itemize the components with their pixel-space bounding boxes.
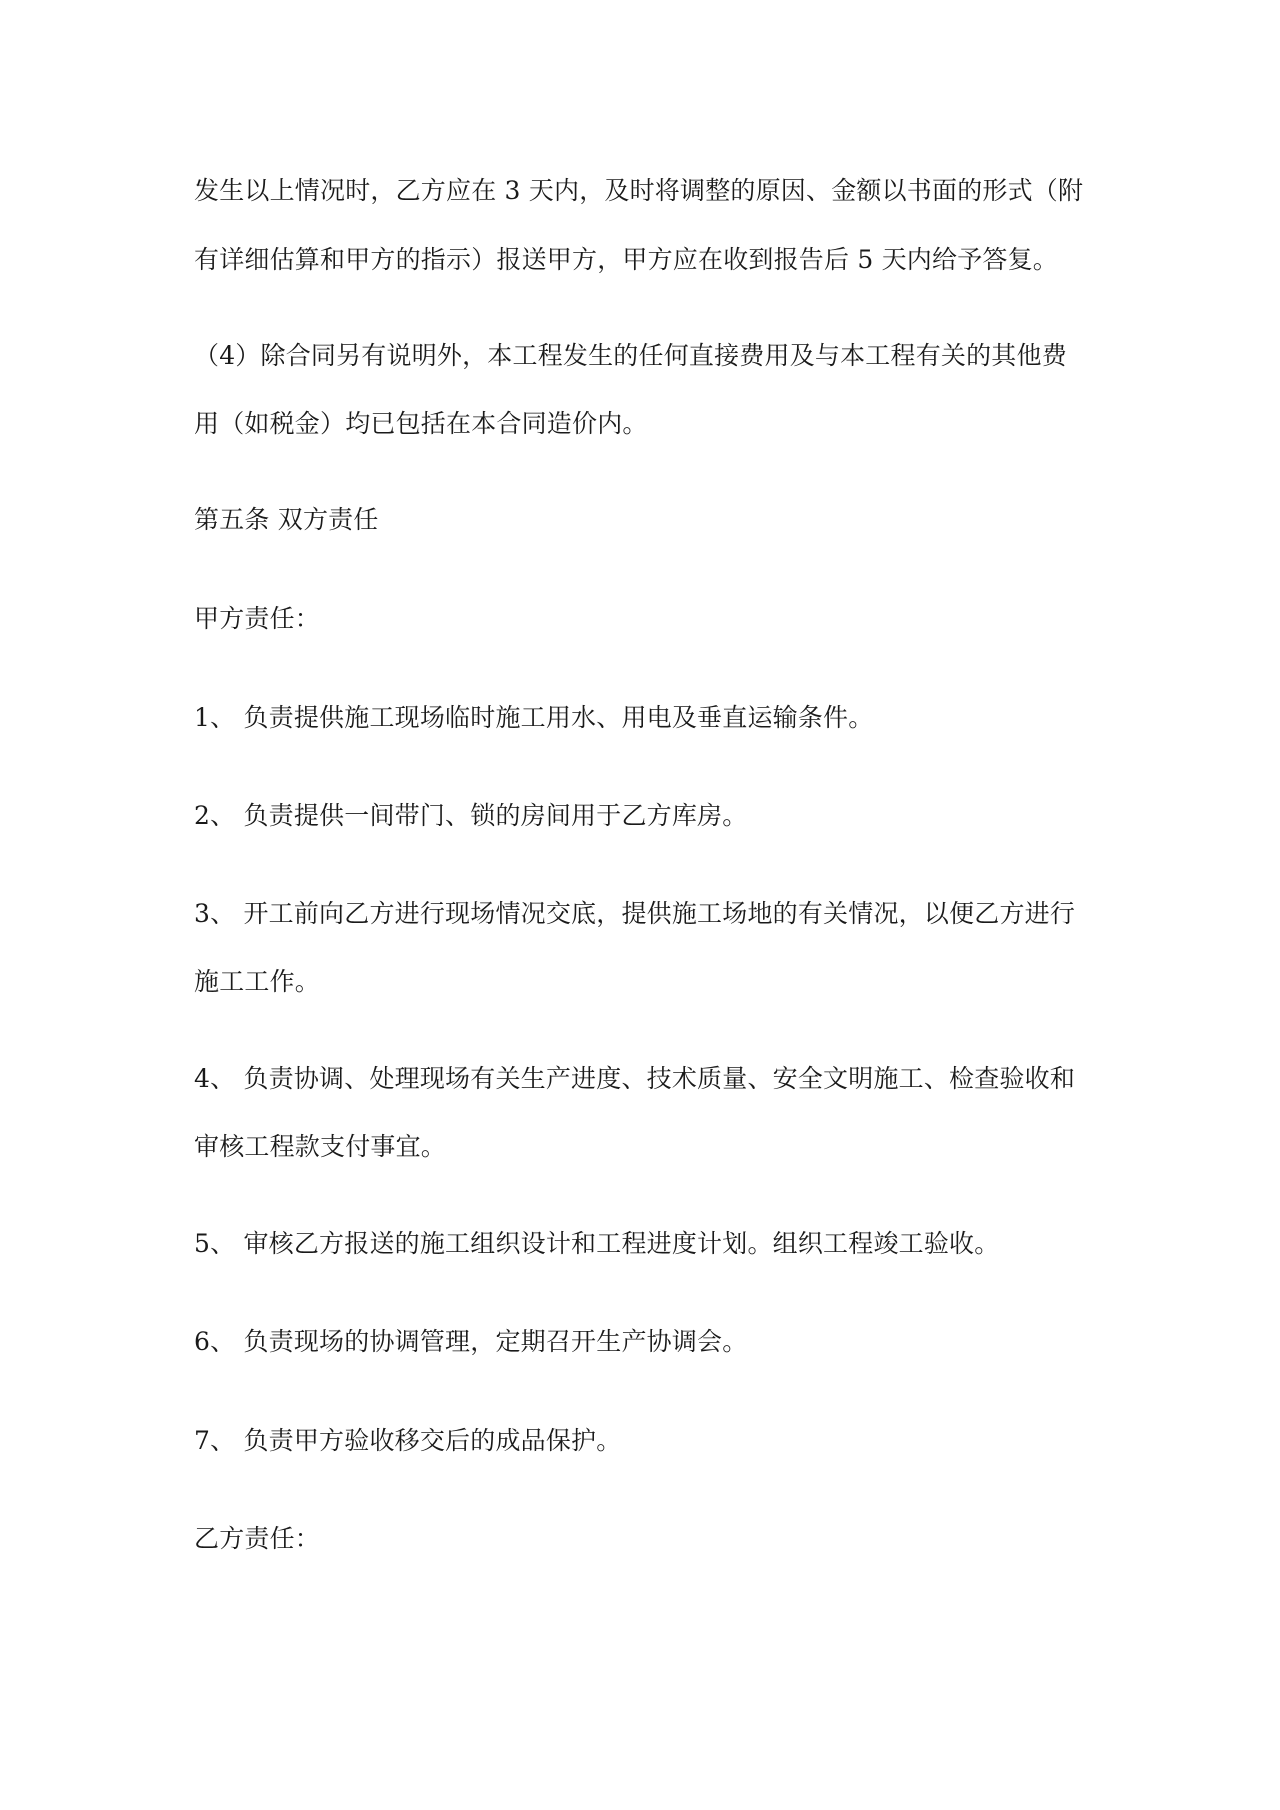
paragraph-clause-4-line-2: 用（如税金）均已包括在本合同造价内。 — [194, 409, 648, 438]
party-b-heading: 乙方责任： — [194, 1524, 321, 1553]
party-a-item-6: 6、 负责现场的协调管理，定期召开生产协调会。 — [194, 1327, 748, 1356]
party-a-heading: 甲方责任： — [194, 604, 321, 633]
paragraph-adjustment-line-1: 发生以上情况时，乙方应在 3 天内，及时将调整的原因、金额以书面的形式（附 — [194, 176, 1084, 205]
paragraph-clause-4-line-1: （4）除合同另有说明外，本工程发生的任何直接费用及与本工程有关的其他费 — [194, 341, 1067, 370]
party-a-item-4-line-1: 4、 负责协调、处理现场有关生产进度、技术质量、安全文明施工、检查验收和 — [194, 1064, 1076, 1093]
party-a-item-1: 1、 负责提供施工现场临时施工用水、用电及垂直运输条件。 — [194, 703, 874, 732]
paragraph-adjustment-line-2: 有详细估算和甲方的指示）报送甲方，甲方应在收到报告后 5 天内给予答复。 — [194, 245, 1059, 274]
party-a-item-3-line-2: 施工工作。 — [194, 967, 321, 996]
section-heading-article-5: 第五条 双方责任 — [194, 505, 379, 534]
party-a-item-2: 2、 负责提供一间带门、锁的房间用于乙方库房。 — [194, 801, 748, 830]
party-a-item-4-line-2: 审核工程款支付事宜。 — [194, 1132, 447, 1161]
party-a-item-7: 7、 负责甲方验收移交后的成品保护。 — [194, 1426, 622, 1455]
party-a-item-3-line-1: 3、 开工前向乙方进行现场情况交底，提供施工场地的有关情况，以便乙方进行 — [194, 899, 1076, 928]
party-a-item-5: 5、 审核乙方报送的施工组织设计和工程进度计划。组织工程竣工验收。 — [194, 1229, 1000, 1258]
